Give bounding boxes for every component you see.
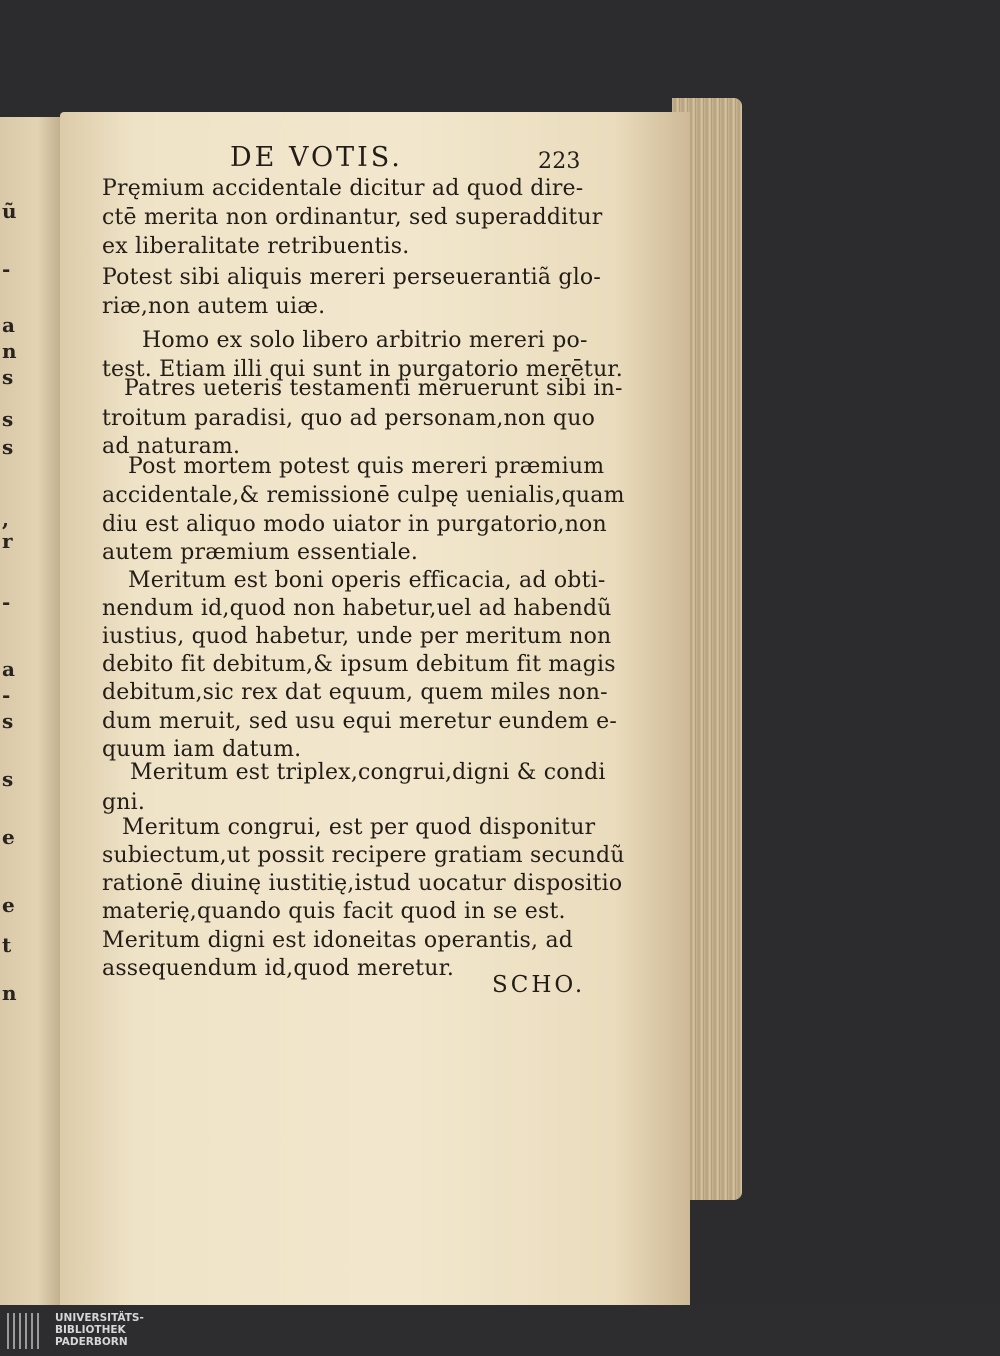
- margin-letter: s: [2, 435, 14, 459]
- text-line: debitum,sic rex dat equum, quem miles non-: [102, 680, 608, 705]
- footer-bar: [0, 1305, 1000, 1356]
- margin-letter: n: [2, 981, 17, 1005]
- left-margin-letters: [0, 117, 20, 1307]
- text-line: quum iam datum.: [102, 737, 302, 762]
- text-line: ex liberalitate retribuentis.: [102, 234, 410, 259]
- margin-letter: r: [2, 529, 13, 553]
- text-line: Patres ueteris testamenti meruerunt sibi in-: [124, 376, 623, 401]
- text-line: Meritum est boni operis efficacia, ad obti-: [128, 568, 606, 593]
- margin-letter: a: [2, 313, 15, 337]
- text-line: dum meruit, sed usu equi meretur eundem e-: [102, 709, 617, 734]
- margin-letter: a: [2, 657, 15, 681]
- logo-line-1: UNIVERSITÄTS-: [55, 1312, 144, 1324]
- running-header: DE VOTIS.: [230, 142, 403, 173]
- logo-line-3: PADERBORN: [55, 1336, 128, 1348]
- text-line: rationē diuinę iustitię,istud uocatur dispositio: [102, 871, 623, 896]
- text-line: Meritum congrui, est per quod disponitur: [122, 815, 596, 840]
- margin-letter: s: [2, 767, 14, 791]
- margin-letter: s: [2, 407, 14, 431]
- text-line: iustius, quod habetur, unde per meritum non: [102, 624, 612, 649]
- library-logo-icon: [7, 1313, 45, 1349]
- text-line: riæ,non autem uiæ.: [102, 294, 326, 319]
- margin-letter: t: [2, 933, 12, 957]
- library-logo-text: [55, 1312, 144, 1348]
- page-number: 223: [538, 149, 581, 174]
- text-line: subiectum,ut possit recipere gratiam secundũ: [102, 843, 625, 868]
- margin-letter: n: [2, 339, 17, 363]
- logo-line-2: BIBLIOTHEK: [55, 1324, 126, 1336]
- text-line: ctē merita non ordinantur, sed superadditur: [102, 205, 603, 230]
- catchword: SCHO.: [492, 972, 586, 998]
- text-line: Homo ex solo libero arbitrio mereri po-: [142, 328, 588, 353]
- margin-letter: -: [2, 257, 11, 281]
- margin-letter: ,: [2, 507, 9, 531]
- text-line: diu est aliquo modo uiator in purgatorio,non: [102, 512, 607, 537]
- margin-letter: -: [2, 590, 11, 614]
- left-page-fragment: [0, 117, 62, 1307]
- text-line: Meritum digni est idoneitas operantis, ad: [102, 928, 574, 953]
- margin-letter: ũ: [2, 199, 17, 223]
- text-line: debito fit debitum,& ipsum debitum fit magis: [102, 652, 616, 677]
- text-line: troitum paradisi, quo ad personam,non quo: [102, 406, 596, 431]
- text-line: nendum id,quod non habetur,uel ad habendũ: [102, 596, 612, 621]
- right-page: [60, 112, 690, 1305]
- text-line: Post mortem potest quis mereri præmium: [128, 454, 605, 479]
- text-line: accidentale,& remissionē culpę uenialis,quam: [102, 483, 625, 508]
- margin-letter: e: [2, 893, 15, 917]
- margin-letter: s: [2, 709, 14, 733]
- text-line: ad naturam.: [102, 434, 241, 459]
- margin-letter: -: [2, 683, 11, 707]
- text-line: Potest sibi aliquis mereri perseuerantiã glo-: [102, 265, 602, 290]
- margin-letter: e: [2, 825, 15, 849]
- text-line: assequendum id,quod meretur.: [102, 956, 455, 981]
- text-line: Meritum est triplex,congrui,digni & condi: [130, 760, 606, 785]
- text-line: autem præmium essentiale.: [102, 540, 419, 565]
- text-line: gni.: [102, 790, 146, 815]
- text-line: test. Etiam illi qui sunt in purgatorio merētur.: [102, 357, 623, 382]
- text-line: materię,quando quis facit quod in se est.: [102, 899, 566, 924]
- margin-letter: s: [2, 365, 14, 389]
- text-line: Pręmium accidentale dicitur ad quod dire-: [102, 176, 584, 201]
